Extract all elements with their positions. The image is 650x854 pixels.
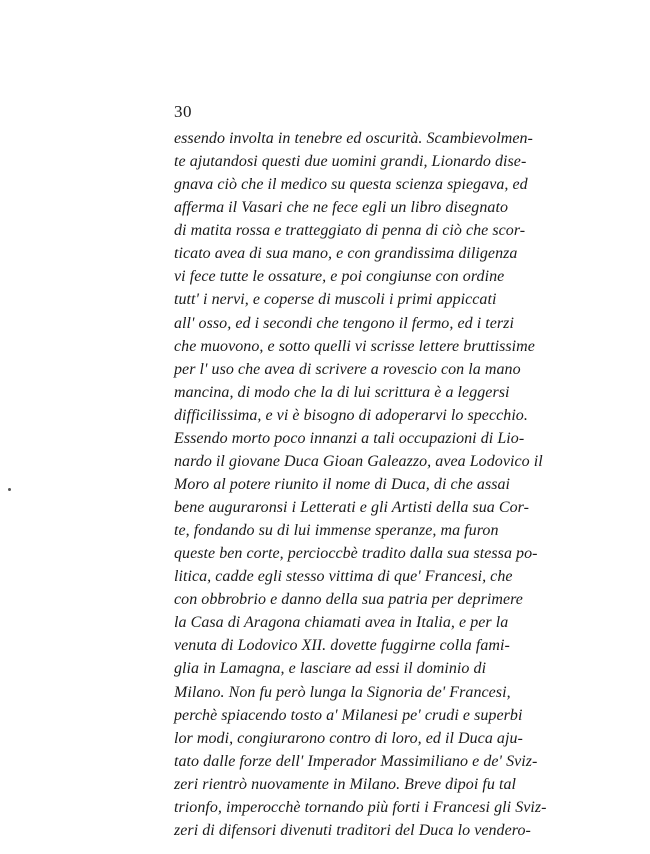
text-line: bene auguraronsi i Letterati e gli Artisti della sua Cor- [174, 499, 529, 516]
text-line: difficilissima, e vi è bisogno di adoperarvi lo specchio. [174, 406, 528, 424]
margin-mark [8, 488, 11, 491]
text-line: litica, cadde egli stesso vittima di que' Francesi, che [174, 568, 513, 586]
text-line: Essendo morto poco innanzi a tali occupazioni di Lio- [174, 429, 525, 447]
body-text [174, 127, 558, 842]
text-line: glia in Lamagna, e lasciare ad essi il dominio di [174, 660, 487, 678]
text-line: Milano. Non fu però lunga la Signoria de' Francesi, [174, 683, 511, 701]
text-line: con obbrobrio e danno della sua patria per deprimere [174, 591, 523, 609]
text-line: vi fece tutte le ossature, e poi congiunse con ordine [174, 268, 505, 286]
page-number: 30 [174, 102, 192, 121]
text-line: la Casa di Aragona chiamati avea in Italia, e per la [174, 614, 509, 632]
text-line: tutt' i nervi, e coperse di muscoli i primi appiccati [174, 291, 497, 309]
text-line: te, fondando su di lui immense speranze, ma furon [174, 522, 499, 540]
text-line: nardo il giovane Duca Gioan Galeazzo, avea Lodovico il [174, 452, 543, 470]
text-line: che muovono, e sotto quelli vi scrisse lettere bruttissime [174, 337, 535, 355]
text-line: di matita rossa e tratteggiato di penna di ciò che scor- [174, 222, 526, 240]
text-line: ticato avea di sua mano, e con grandissima diligenza [174, 245, 518, 263]
text-line: venuta di Lodovico XII. dovette fuggirne colla fami- [174, 637, 510, 655]
text-line: te ajutandosi questi due uomini grandi, Lionardo dise- [174, 153, 527, 171]
text-line: all' osso, ed i secondi che tengono il fermo, ed i terzi [174, 314, 514, 332]
text-line: mancina, di modo che la di lui scrittura è a leggersi [174, 383, 510, 401]
text-line: perchè spiacendo tosto a' Milanesi pe' crudi e superbi [174, 706, 523, 724]
text-line: gnava ciò che il medico su questa scienza spiegava, ed [174, 176, 528, 194]
text-line: zeri rientrò nuovamente in Milano. Breve dipoi fu tal [174, 775, 517, 793]
text-line: tato dalle forze dell' Imperador Massimiliano e de' Sviz- [174, 752, 538, 770]
text-line: Moro al potere riunito il nome di Duca, di che assai [174, 475, 511, 493]
text-line: trionfo, imperocchè tornando più forti i Francesi gli Sviz- [174, 798, 547, 816]
text-line: afferma il Vasari che ne fece egli un libro disegnato [174, 199, 509, 217]
text-line: zeri di difensori divenuti traditori del Duca lo vendero- [174, 821, 531, 839]
text-line: essendo involta in tenebre ed oscurità. Scambievolmen- [174, 130, 533, 147]
text-line: per l' uso che avea di scrivere a rovescio con la mano [174, 360, 521, 378]
text-line: lor modi, congiurarono contro di loro, ed il Duca aju- [174, 729, 523, 747]
text-line: queste ben corte, percioccbè tradito dalla sua stessa po- [174, 545, 538, 563]
